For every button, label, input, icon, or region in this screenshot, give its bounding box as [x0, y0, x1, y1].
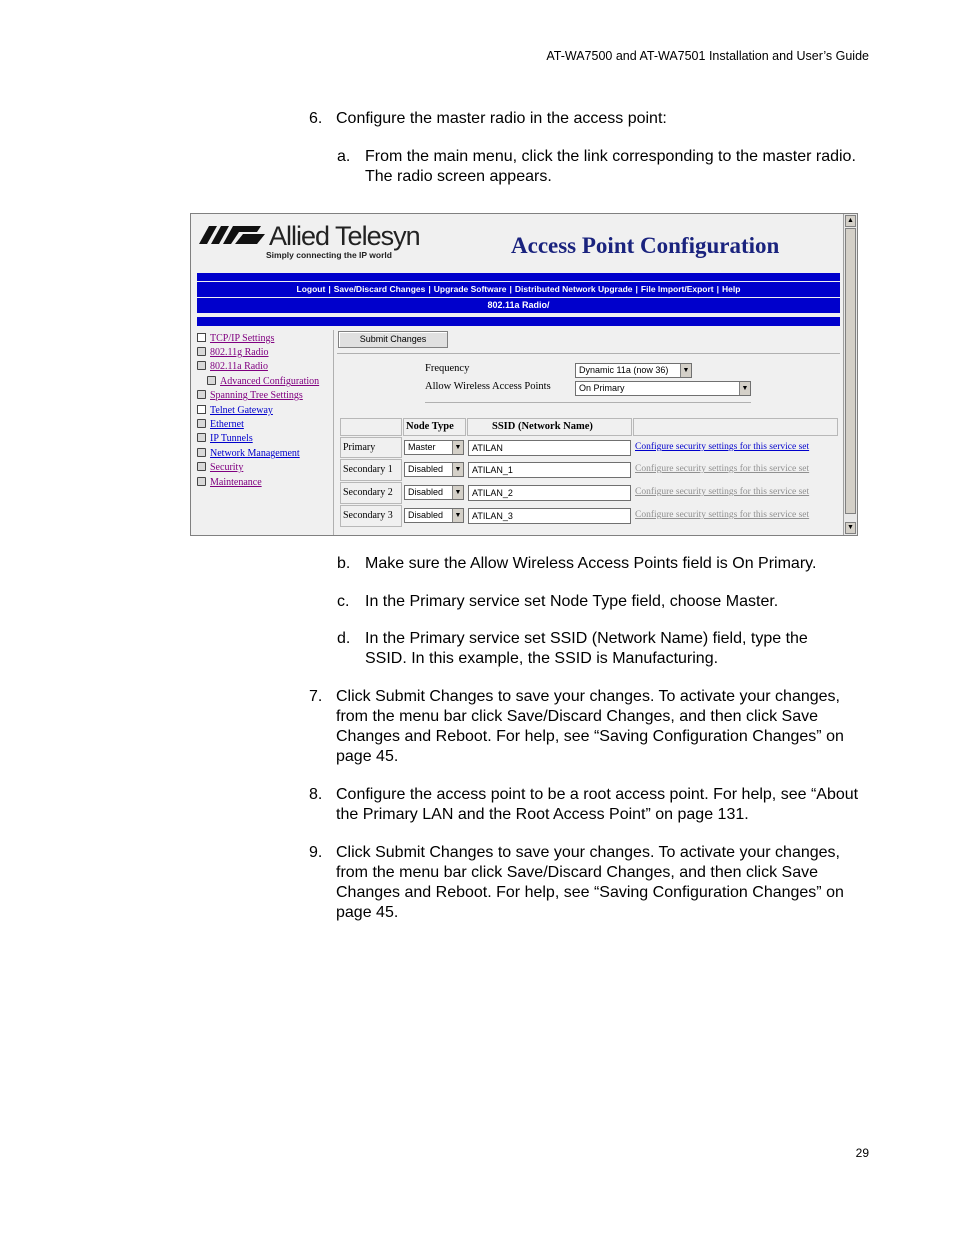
node-type-value: Master [408, 442, 436, 452]
node-type-select-primary[interactable] [404, 440, 464, 455]
dropdown-arrow-icon: ▼ [452, 463, 463, 476]
nav-item-advanced[interactable] [207, 376, 319, 387]
node-type-select-secondary-3[interactable] [404, 508, 464, 523]
page-title: Access Point Configuration [511, 233, 780, 258]
nav-label[interactable]: Security [210, 462, 244, 473]
screenshot-figure [190, 213, 858, 536]
allied-telesyn-logo-icon [199, 224, 267, 246]
folder-icon [197, 390, 206, 399]
step-text: In the Primary service set Node Type field, choose Master. [365, 593, 779, 610]
dropdown-arrow-icon: ▼ [452, 441, 463, 454]
folder-icon [197, 433, 206, 442]
vertical-scrollbar[interactable] [843, 214, 857, 535]
step-number: c. [337, 593, 350, 610]
submit-changes-button[interactable]: Submit Changes [338, 331, 448, 348]
page-number: 29 [855, 1146, 869, 1160]
logo-wordmark: Allied Telesyn [269, 221, 420, 251]
dropdown-arrow-icon: ▼ [452, 486, 463, 499]
scroll-down-icon[interactable]: ▼ [845, 522, 856, 534]
nav-item-tcpip[interactable] [197, 333, 274, 344]
step-number: b. [337, 555, 351, 572]
row-label: Secondary 1 [343, 464, 393, 475]
menu-logout[interactable]: Logout [296, 284, 326, 294]
frequency-value: Dynamic 11a (now 36) [579, 365, 669, 375]
frequency-select[interactable] [575, 363, 692, 378]
step-text: Click Submit Changes to save your changes. To activate your changes, from the menu bar click Save/Discard Changes, and then click Save Changes and Reboot. For help, see “Saving Configuration Changes” on page 45. [336, 688, 844, 765]
step-6 [309, 109, 869, 129]
header-node-type-cell [403, 418, 466, 436]
document-icon [197, 405, 206, 414]
ssid-input-secondary-3[interactable]: ATILAN_3 [468, 508, 631, 524]
header-ssid-cell [467, 418, 632, 436]
header-ssid: SSID (Network Name) [492, 421, 593, 432]
dropdown-arrow-icon: ▼ [452, 509, 463, 522]
frequency-label: Frequency [425, 363, 470, 374]
nav-label[interactable]: Advanced Configuration [220, 376, 320, 387]
breadcrumb: 802.11a Radio/ [197, 298, 840, 313]
scroll-up-icon[interactable]: ▲ [845, 215, 856, 227]
security-link-secondary-3: Configure security settings for this service set [635, 510, 810, 520]
table-corner [340, 418, 402, 436]
row-label: Secondary 3 [343, 510, 393, 521]
step-number: 7. [309, 688, 323, 705]
step-text: Click Submit Changes to save your changes. To activate your changes, from the menu bar click Save/Discard Changes, and then click Save Changes and Reboot. For help, see “Saving Configuration Changes” on page 45. [336, 844, 844, 921]
substep-c [337, 592, 867, 612]
dropdown-arrow-icon: ▼ [739, 382, 750, 395]
dropdown-arrow-icon: ▼ [680, 364, 691, 377]
security-link-primary[interactable]: Configure security settings for this service set [635, 442, 810, 452]
menu-save-discard[interactable]: Save/Discard Changes [333, 284, 426, 294]
folder-icon [197, 462, 206, 471]
nav-label[interactable]: TCP/IP Settings [210, 333, 275, 344]
table-row [340, 459, 402, 481]
menu-file-import-export[interactable]: File Import/Export [640, 284, 714, 294]
security-link-secondary-2: Configure security settings for this service set [635, 487, 810, 497]
scroll-thumb[interactable] [845, 228, 856, 514]
top-blue-bar [197, 273, 840, 281]
bottom-blue-bar [197, 317, 840, 326]
divider [337, 353, 840, 354]
folder-icon [197, 477, 206, 486]
node-type-value: Disabled [408, 464, 444, 474]
nav-label[interactable]: Spanning Tree Settings [210, 390, 303, 401]
nav-label[interactable]: Maintenance [210, 477, 262, 488]
node-type-value: Disabled [408, 510, 444, 520]
node-type-select-secondary-2[interactable] [404, 485, 464, 500]
row-label: Secondary 2 [343, 487, 393, 498]
document-icon [197, 333, 206, 342]
table-row [340, 482, 402, 504]
security-link-secondary-1: Configure security settings for this service set [635, 464, 810, 474]
menu-help[interactable]: Help [722, 284, 741, 294]
header-blank-cell [633, 418, 838, 436]
substep-b [337, 554, 867, 574]
node-type-value: Disabled [408, 487, 444, 497]
ssid-input-primary[interactable]: ATILAN [468, 440, 631, 456]
menu-bar: Logout | Save/Discard Changes | Upgrade Software | Distributed Network Upgrade | File Import/Export | Help [197, 282, 840, 297]
folder-icon [197, 448, 206, 457]
nav-label[interactable]: 802.11a Radio [210, 361, 268, 372]
step-text: Configure the access point to be a root access point. For help, see “About the Primary LAN and the Root Access Point” on page 131. [336, 786, 859, 823]
divider [425, 402, 751, 403]
header-node-type: Node Type [406, 421, 454, 432]
step-number: a. [337, 148, 351, 165]
open-folder-icon [197, 361, 206, 370]
nav-item-telnet[interactable] [197, 405, 273, 416]
folder-icon [207, 376, 216, 385]
step-number: 8. [309, 786, 323, 803]
step-9 [309, 843, 869, 923]
allow-wap-select[interactable] [575, 381, 751, 396]
step-text: From the main menu, click the link corresponding to the master radio. The radio screen appears. [365, 148, 856, 185]
step-number: d. [337, 630, 351, 647]
step-text: Configure the master radio in the access point: [336, 110, 667, 127]
running-header: AT-WA7500 and AT-WA7501 Installation and User’s Guide [546, 49, 869, 63]
substep-a [337, 147, 867, 187]
menu-upgrade-software[interactable]: Upgrade Software [433, 284, 507, 294]
nav-label[interactable]: Network Management [210, 448, 300, 459]
nav-label[interactable]: Ethernet [210, 419, 244, 430]
step-number: 6. [309, 110, 323, 127]
menu-distributed-upgrade[interactable]: Distributed Network Upgrade [514, 284, 633, 294]
nav-item-spanning-tree[interactable] [197, 390, 303, 401]
nav-label[interactable]: Telnet Gateway [210, 405, 273, 416]
step-text: In the Primary service set SSID (Network Name) field, type the SSID. In this example, the SSID is Manufacturing. [365, 630, 808, 667]
step-8 [309, 785, 869, 825]
substep-d [337, 629, 867, 669]
nav-item-network-mgmt[interactable] [197, 448, 300, 459]
nav-item-ip-tunnels[interactable] [197, 433, 253, 444]
table-row [340, 437, 402, 458]
nav-item-80211a[interactable] [197, 361, 268, 372]
logo-tagline: Simply connecting the IP world [266, 250, 392, 260]
nav-item-ethernet[interactable] [197, 419, 244, 430]
nav-label[interactable]: 802.11g Radio [210, 347, 269, 358]
ssid-input-secondary-1[interactable]: ATILAN_1 [468, 462, 631, 478]
step-number: 9. [309, 844, 323, 861]
allow-wap-label: Allow Wireless Access Points [425, 381, 551, 392]
row-label: Primary [343, 442, 376, 453]
table-row [340, 505, 402, 527]
allow-wap-value: On Primary [579, 383, 625, 393]
ssid-input-secondary-2[interactable]: ATILAN_2 [468, 485, 631, 501]
step-7 [309, 687, 869, 767]
nav-label[interactable]: IP Tunnels [210, 433, 253, 444]
step-text: Make sure the Allow Wireless Access Points field is On Primary. [365, 555, 817, 572]
folder-icon [197, 419, 206, 428]
nav-item-security[interactable] [197, 462, 243, 473]
nav-item-80211g[interactable] [197, 347, 269, 358]
nav-item-maintenance[interactable] [197, 477, 262, 488]
folder-icon [197, 347, 206, 356]
node-type-select-secondary-1[interactable] [404, 462, 464, 477]
nav-tree [195, 330, 334, 536]
